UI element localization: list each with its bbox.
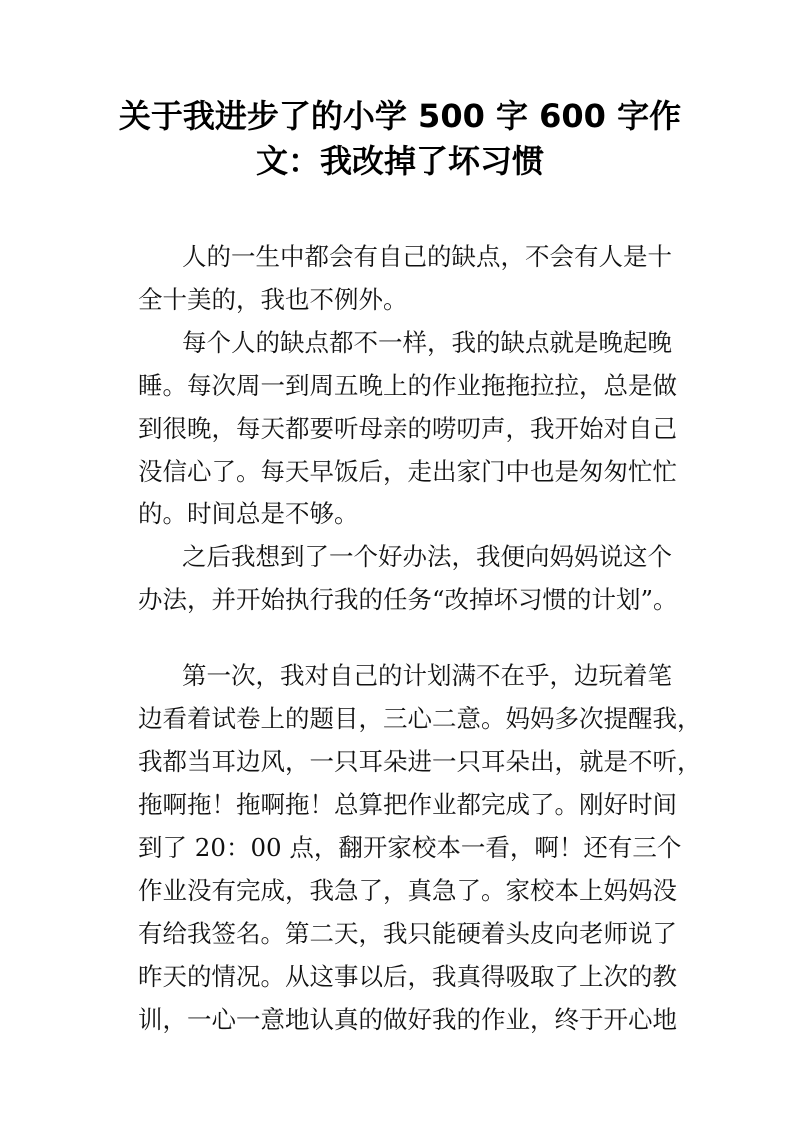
body-line: 每个人的缺点都不一样，我的缺点就是晚起晚 <box>182 328 672 357</box>
body-line: 昨天的情况。从这事以后，我真得吸取了上次的教 <box>138 962 677 991</box>
body-line: 到很晚，每天都要听母亲的唠叨声，我开始对自己 <box>138 414 677 443</box>
body-line: 到了 20：00 点，翻开家校本一看，啊！还有三个 <box>138 833 682 862</box>
body-line: 的。时间总是不够。 <box>138 499 359 528</box>
body-line: 办法，并开始执行我的任务“改掉坏习惯的计划”。 <box>138 585 678 614</box>
body-line: 有给我签名。第二天，我只能硬着头皮向老师说了 <box>138 919 677 948</box>
body-line: 训，一心一意地认真的做好我的作业，终于开心地 <box>138 1005 677 1034</box>
body-line: 我都当耳边风，一只耳朵进一只耳朵出，就是不听， <box>138 747 702 776</box>
body-line: 没信心了。每天早饭后，走出家门中也是匆匆忙忙 <box>138 457 677 486</box>
body-line: 边看着试卷上的题目，三心二意。妈妈多次提醒我， <box>138 704 702 733</box>
document-title-line-1: 关于我进步了的小学 500 字 600 字作 <box>118 97 682 135</box>
body-line: 作业没有完成，我急了，真急了。家校本上妈妈没 <box>138 876 677 905</box>
body-line: 第一次，我对自己的计划满不在乎，边玩着笔 <box>182 661 672 690</box>
body-line: 拖啊拖！拖啊拖！总算把作业都完成了。刚好时间 <box>138 790 677 819</box>
body-line: 人的一生中都会有自己的缺点，不会有人是十 <box>182 242 672 271</box>
document-title-line-2: 文：我改掉了坏习惯 <box>255 142 544 180</box>
body-line: 睡。每次周一到周五晚上的作业拖拖拉拉，总是做 <box>138 371 677 400</box>
body-line: 全十美的，我也不例外。 <box>138 285 408 314</box>
body-line: 之后我想到了一个好办法，我便向妈妈说这个 <box>182 542 672 571</box>
